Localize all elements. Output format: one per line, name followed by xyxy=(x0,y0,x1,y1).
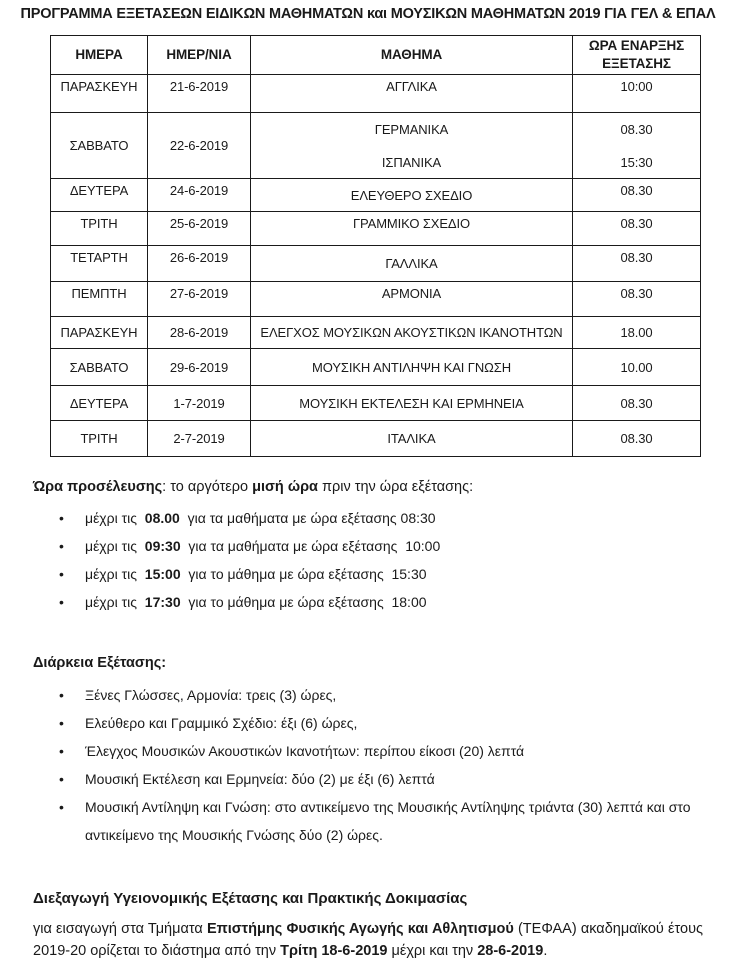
table-row xyxy=(51,75,701,113)
list-item xyxy=(33,737,703,765)
bullet-icon: • xyxy=(59,510,64,526)
bullet-icon: • xyxy=(59,687,64,703)
bullet-text: Μουσική Αντίληψη και Γνώση: στο αντικείμενο της Μουσικής Αντίληψης τριάντα (30) λεπτά και στο αντικείμενο της Μουσικής Γνώσης δύο (2) ώρες. xyxy=(85,799,695,843)
bullet-icon: • xyxy=(59,743,64,759)
exam-duration-section xyxy=(33,653,703,849)
cell-subject: ΓΡΑΜΜΙΚΟ ΣΧΕΔΙΟ xyxy=(251,212,573,246)
health-heading xyxy=(33,889,703,909)
cell-subject: ΜΟΥΣΙΚΗ ΑΝΤΙΛΗΨΗ ΚΑΙ ΓΝΩΣΗ xyxy=(251,349,573,386)
col-header-day: ΗΜΕΡΑ xyxy=(51,36,148,75)
cell-date: 1-7-2019 xyxy=(148,386,251,421)
start-date: Τρίτη 18-6-2019 xyxy=(280,943,388,959)
table-row xyxy=(51,113,701,179)
duration-heading-text: Διάρκεια Εξέτασης: xyxy=(33,655,167,671)
subject-line: ΙΣΠΑΝΙΚΑ xyxy=(381,155,442,170)
exam-schedule-table xyxy=(50,35,701,457)
bullet-text: Ξένες Γλώσσες, Αρμονία: τρεις (3) ώρες, xyxy=(85,687,337,703)
cell-subject: ΕΛΕΓΧΟΣ ΜΟΥΣΙΚΩΝ ΑΚΟΥΣΤΙΚΩΝ ΙΚΑΝΟΤΗΤΩΝ xyxy=(251,317,573,349)
cell-day: ΠΕΜΠΤΗ xyxy=(51,282,148,317)
cell-day: ΤΕΤΑΡΤΗ xyxy=(51,246,148,282)
bullet-text: για τα μαθήματα με ώρα εξέτασης 08:30 xyxy=(179,510,436,526)
cell-day: ΔΕΥΤΕΡΑ xyxy=(51,386,148,421)
subject-line: ΓΕΡΜΑΝΙΚΑ xyxy=(374,122,449,137)
bullet-text: μέχρι τις xyxy=(85,594,145,610)
table-row xyxy=(51,246,701,282)
cell-subject: ΓΑΛΛΙΚΑ xyxy=(251,246,573,282)
cell-subject: ΜΟΥΣΙΚΗ ΕΚΤΕΛΕΣΗ ΚΑΙ ΕΡΜΗΝΕΙΑ xyxy=(251,386,573,421)
table-row xyxy=(51,349,701,386)
arrival-heading-bold: Ώρα προσέλευσης xyxy=(33,479,163,495)
paragraph-text: (ΤΕΦΑΑ) ακαδημαϊκού έτους 2019-20 ορίζεται το διάστημα από την xyxy=(33,921,704,959)
table-row xyxy=(51,386,701,421)
list-item xyxy=(33,588,703,616)
col-header-subject: ΜΑΘΗΜΑ xyxy=(251,36,573,75)
arrival-heading xyxy=(33,477,703,497)
cell-time: 08.30 xyxy=(573,421,701,457)
cell-day: ΤΡΙΤΗ xyxy=(51,212,148,246)
duration-bullet-list xyxy=(33,681,703,849)
cell-date: 21-6-2019 xyxy=(148,75,251,113)
table-row xyxy=(51,317,701,349)
col-header-start-time: ΩΡΑ ΕΝΑΡΞΗΣ ΕΞΕΤΑΣΗΣ xyxy=(573,36,701,75)
cell-subject: ΑΓΓΛΙΚΑ xyxy=(251,75,573,113)
table-row xyxy=(51,179,701,212)
cell-subject: ΙΤΑΛΙΚΑ xyxy=(251,421,573,457)
cell-day: ΔΕΥΤΕΡΑ xyxy=(51,179,148,212)
paragraph-text: . xyxy=(543,943,548,959)
bullet-text: μέχρι τις xyxy=(85,510,145,526)
cell-time: 18.00 xyxy=(573,317,701,349)
arrival-heading-text: πριν την ώρα εξέτασης: xyxy=(317,479,474,495)
list-item xyxy=(33,681,703,709)
table-row xyxy=(51,212,701,246)
cell-date: 2-7-2019 xyxy=(148,421,251,457)
arrival-bullet-list xyxy=(33,504,703,616)
cell-day: ΣΑΒΒΑΤΟ xyxy=(51,113,148,179)
cell-time: 10:00 xyxy=(573,75,701,113)
health-heading-text: Διεξαγωγή Υγειονομικής Εξέτασης και Πρακτικής Δοκιμασίας xyxy=(33,890,468,907)
cell-date: 26-6-2019 xyxy=(148,246,251,282)
arrival-heading-bold: μισή ώρα xyxy=(252,479,318,495)
page-title: ΠΡΟΓΡΑΜΜΑ ΕΞΕΤΑΣΕΩΝ ΕΙΔΙΚΩΝ ΜΑΘΗΜΑΤΩΝ και ΜΟΥΣΙΚΩΝ ΜΑΘΗΜΑΤΩΝ 2019 ΓΙΑ ΓΕΛ & ΕΠΑΛ xyxy=(20,6,716,22)
paragraph-text: για εισαγωγή στα Τμήματα xyxy=(33,921,207,937)
department-name: Επιστήμης Φυσικής Αγωγής και Αθλητισμού xyxy=(206,921,514,937)
bullet-text: Έλεγχος Μουσικών Ακουστικών Ικανοτήτων: περίπου είκοσι (20) λεπτά xyxy=(85,743,525,759)
cell-subject xyxy=(251,113,573,179)
list-item xyxy=(33,793,703,849)
bullet-icon: • xyxy=(59,594,64,610)
cell-date: 27-6-2019 xyxy=(148,282,251,317)
cell-time: 08.30 xyxy=(573,212,701,246)
table-row xyxy=(51,282,701,317)
paragraph-text: μέχρι και την xyxy=(387,943,478,959)
cell-time: 10.00 xyxy=(573,349,701,386)
bullet-icon: • xyxy=(59,799,64,815)
list-item xyxy=(33,560,703,588)
bullet-text: Μουσική Εκτέλεση και Ερμηνεία: δύο (2) με έξι (6) λεπτά xyxy=(85,771,435,787)
deadline-time: 15:00 xyxy=(144,566,181,582)
cell-day: ΤΡΙΤΗ xyxy=(51,421,148,457)
cell-time: 08.30 xyxy=(573,386,701,421)
health-exam-section xyxy=(33,889,703,960)
arrival-heading-text: : το αργότερο xyxy=(162,479,253,495)
time-line: 15:30 xyxy=(620,155,653,170)
cell-time: 08.30 xyxy=(573,282,701,317)
cell-date: 22-6-2019 xyxy=(148,113,251,179)
cell-time: 08.30 xyxy=(573,246,701,282)
list-item xyxy=(33,532,703,560)
cell-day: ΠΑΡΑΣΚΕΥΗ xyxy=(51,75,148,113)
bullet-text: για το μάθημα με ώρα εξέτασης 18:00 xyxy=(180,594,427,610)
bullet-icon: • xyxy=(59,771,64,787)
deadline-time: 08.00 xyxy=(144,510,180,526)
end-date: 28-6-2019 xyxy=(477,943,544,959)
cell-day: ΣΑΒΒΑΤΟ xyxy=(51,349,148,386)
col-header-date: ΗΜΕΡ/ΝΙΑ xyxy=(148,36,251,75)
bullet-text: Ελεύθερο και Γραμμικό Σχέδιο: έξι (6) ώρες, xyxy=(85,715,358,731)
cell-time: 08.30 xyxy=(573,179,701,212)
list-item xyxy=(33,765,703,793)
health-paragraph xyxy=(33,918,703,960)
cell-date: 29-6-2019 xyxy=(148,349,251,386)
cell-day: ΠΑΡΑΣΚΕΥΗ xyxy=(51,317,148,349)
bullet-text: για το μάθημα με ώρα εξέτασης 15:30 xyxy=(180,566,427,582)
cell-subject: ΕΛΕΥΘΕΡΟ ΣΧΕΔΙΟ xyxy=(251,179,573,212)
cell-date: 28-6-2019 xyxy=(148,317,251,349)
bullet-text: για τα μαθήματα με ώρα εξέτασης 10:00 xyxy=(180,538,441,554)
cell-date: 25-6-2019 xyxy=(148,212,251,246)
cell-time xyxy=(573,113,701,179)
bullet-text: μέχρι τις xyxy=(85,566,145,582)
cell-date: 24-6-2019 xyxy=(148,179,251,212)
cell-subject: ΑΡΜΟΝΙΑ xyxy=(251,282,573,317)
deadline-time: 17:30 xyxy=(144,594,181,610)
arrival-time-section xyxy=(33,477,703,616)
time-line: 08.30 xyxy=(620,122,653,137)
bullet-icon: • xyxy=(59,715,64,731)
table-header-row xyxy=(51,36,701,75)
table-row xyxy=(51,421,701,457)
deadline-time: 09:30 xyxy=(144,538,181,554)
list-item xyxy=(33,504,703,532)
bullet-icon: • xyxy=(59,538,64,554)
list-item xyxy=(33,709,703,737)
duration-heading xyxy=(33,653,703,673)
bullet-icon: • xyxy=(59,566,64,582)
bullet-text: μέχρι τις xyxy=(85,538,145,554)
